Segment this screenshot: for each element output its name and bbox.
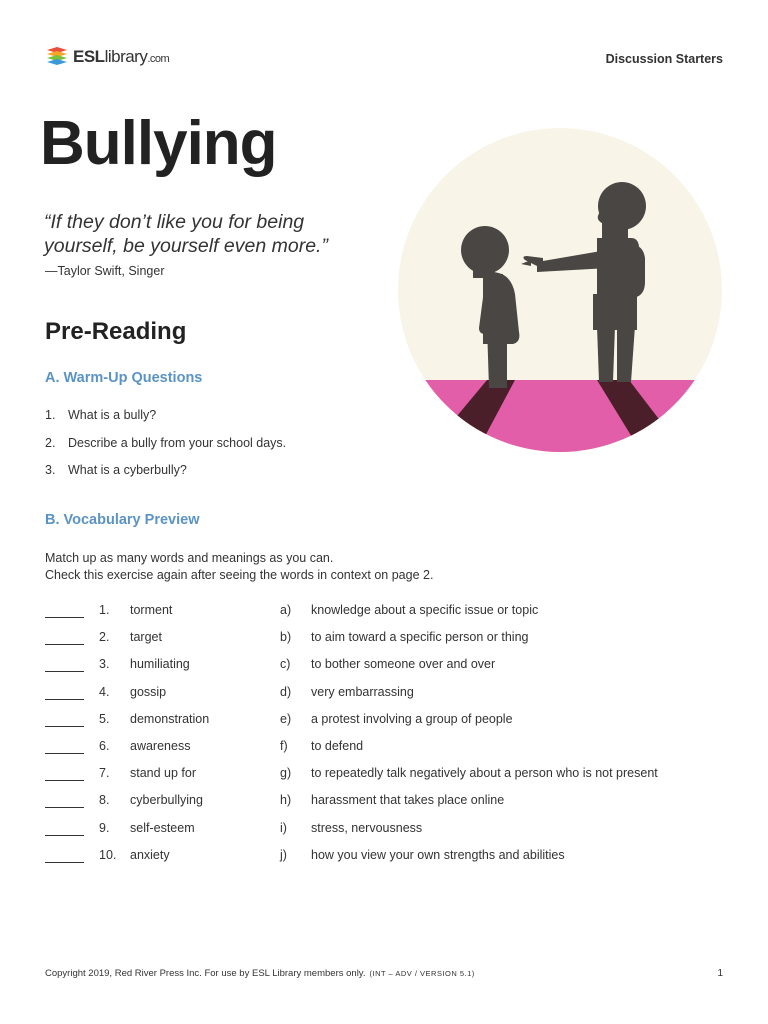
vocab-meaning: to defend (311, 738, 364, 753)
answer-blank[interactable] (45, 780, 84, 781)
vocab-row (45, 657, 725, 684)
vocab-meaning: to aim toward a specific person or thing (311, 630, 529, 645)
vocab-word: torment (130, 603, 173, 617)
warmup-question (45, 436, 286, 464)
vocab-row (45, 630, 725, 657)
vocab-row (45, 793, 725, 820)
answer-blank[interactable] (45, 644, 84, 645)
vocab-row (45, 766, 725, 793)
vocab-word: stand up for (130, 766, 197, 781)
vocab-row (45, 821, 725, 848)
version-text: (INT – ADV / VERSION 5.1) (369, 969, 475, 978)
vocab-row (45, 685, 725, 712)
vocab-number: 4. (99, 684, 110, 699)
quote-attribution: —Taylor Swift, Singer (45, 264, 165, 278)
vocab-meaning: to repeatedly talk negatively about a person who is not present (311, 766, 658, 781)
meaning-letter: h) (280, 793, 292, 808)
vocabulary-preview-heading: B. Vocabulary Preview (45, 512, 200, 528)
question-number: 1. (45, 408, 56, 422)
vocab-number: 7. (99, 766, 110, 781)
vocab-row (45, 848, 725, 875)
vocab-word: gossip (130, 684, 167, 699)
vocab-meaning: very embarrassing (311, 684, 414, 699)
vocab-row (45, 603, 725, 630)
logo-library-text: library (104, 47, 148, 66)
vocab-meaning: knowledge about a specific issue or topic (311, 603, 539, 617)
vocab-meaning: how you view your own strengths and abilities (311, 847, 565, 862)
warmup-questions-heading: A. Warm-Up Questions (45, 370, 203, 386)
instruction-line: Match up as many words and meanings as you can. (45, 551, 334, 565)
vocab-meaning: to bother someone over and over (311, 657, 496, 672)
meaning-letter: j) (280, 847, 287, 862)
instruction-line: Check this exercise again after seeing the words in context on page 2. (45, 568, 434, 582)
vocab-word: self-esteem (130, 820, 195, 835)
answer-blank[interactable] (45, 617, 84, 618)
answer-blank[interactable] (45, 699, 84, 700)
vocab-number: 2. (99, 630, 110, 645)
meaning-letter: a) (280, 603, 292, 617)
vocab-word: anxiety (130, 847, 170, 862)
vocab-meaning: stress, nervousness (311, 820, 423, 835)
vocab-word: cyberbullying (130, 793, 203, 808)
logo-esl-text: ESL (73, 47, 105, 66)
warmup-question (45, 408, 286, 436)
answer-blank[interactable] (45, 862, 84, 863)
vocab-word: target (130, 630, 162, 645)
vocab-word: demonstration (130, 711, 210, 726)
logo-com-text: .com (147, 53, 170, 65)
meaning-letter: b) (280, 630, 292, 645)
copyright-text: Copyright 2019, Red River Press Inc. For use by ESL Library members only. (45, 968, 366, 979)
section-label: Discussion Starters (605, 52, 723, 66)
page-title: Bullying (40, 109, 277, 178)
vocab-number: 10. (99, 847, 117, 862)
page-number: 1 (717, 968, 723, 979)
pre-reading-heading: Pre-Reading (45, 318, 187, 345)
answer-blank[interactable] (45, 807, 84, 808)
answer-blank[interactable] (45, 753, 84, 754)
vocab-row (45, 712, 725, 739)
question-text: What is a cyberbully? (68, 463, 187, 477)
warmup-question (45, 463, 286, 491)
meaning-letter: i) (280, 820, 287, 835)
meaning-letter: d) (280, 684, 292, 699)
vocab-word: awareness (130, 738, 191, 753)
question-text: Describe a bully from your school days. (68, 435, 287, 450)
answer-blank[interactable] (45, 671, 84, 672)
meaning-letter: f) (280, 738, 288, 753)
vocab-row (45, 739, 725, 766)
meaning-letter: e) (280, 711, 292, 726)
question-number: 3. (45, 463, 56, 477)
answer-blank[interactable] (45, 726, 84, 727)
vocab-number: 5. (99, 711, 110, 726)
esl-library-logo-icon (45, 45, 69, 69)
vocab-meaning: a protest involving a group of people (311, 711, 513, 726)
vocab-number: 6. (99, 738, 110, 753)
vocab-number: 8. (99, 793, 110, 808)
vocab-number: 1. (99, 603, 110, 617)
answer-blank[interactable] (45, 835, 84, 836)
warmup-question-list (45, 408, 286, 491)
vocabulary-instructions (45, 550, 433, 584)
vocab-number: 3. (99, 657, 110, 672)
vocab-word: humiliating (130, 657, 190, 672)
esl-library-logo (45, 45, 169, 69)
vocab-meaning: harassment that takes place online (311, 793, 505, 808)
vocabulary-match-list (45, 603, 725, 875)
bully-pointing-illustration-icon (397, 122, 723, 458)
vocab-number: 9. (99, 820, 110, 835)
question-number: 2. (45, 435, 56, 450)
quote-text: “If they don’t like you for being yourself, be yourself even more.” (44, 211, 328, 257)
meaning-letter: c) (280, 657, 291, 672)
copyright-notice (45, 968, 475, 979)
meaning-letter: g) (280, 766, 292, 781)
question-text: What is a bully? (68, 408, 157, 422)
